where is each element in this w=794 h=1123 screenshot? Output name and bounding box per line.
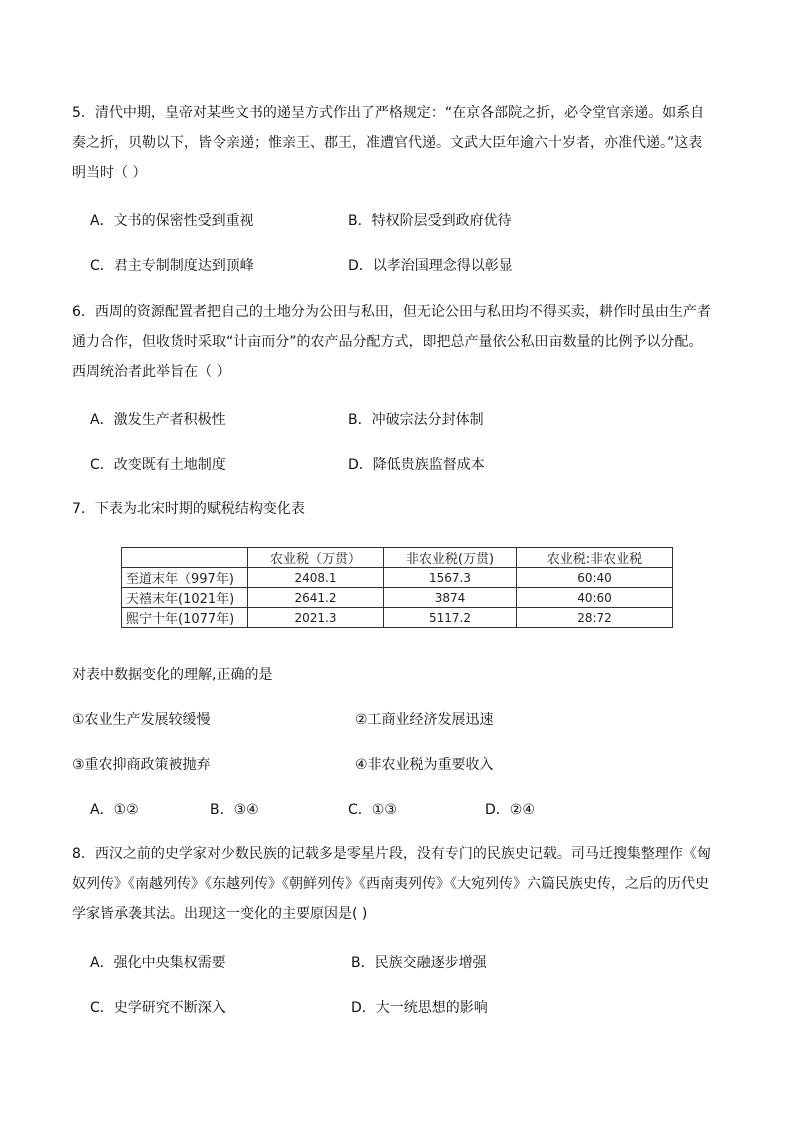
question-5-option-b[interactable]: B．特权阶层受到政府优待 <box>348 213 512 229</box>
question-6-option-b[interactable]: B．冲破宗法分封体制 <box>348 412 484 428</box>
question-8-option-c[interactable]: C．史学研究不断深入 <box>90 1000 226 1016</box>
table-cell: 3874 <box>384 588 517 608</box>
question-7-item-4: ④非农业税为重要收入 <box>355 757 494 773</box>
table-cell: 熙宁十年(1077年) <box>122 608 248 628</box>
question-7-item-2: ②工商业经济发展迅速 <box>355 712 494 728</box>
question-5-option-a[interactable]: A．文书的保密性受到重视 <box>90 213 254 229</box>
question-8-line-2: 奴列传》《南越列传》《东越列传》《朝鲜列传》《西南夷列传》《大宛列传》六篇民族史传，之后的历代史 <box>72 876 709 892</box>
question-6-line-2: 通力合作，但收货时采取“计亩而分”的农产品分配方式，即把总产量依公私田亩数量的比例予以分配。 <box>72 334 703 350</box>
question-5-stem <box>72 98 732 188</box>
question-8-stem <box>72 839 732 929</box>
question-8-option-d[interactable]: D．大一统思想的影响 <box>351 1000 488 1016</box>
table-cell: 2408.1 <box>248 568 384 588</box>
table-header-cell: 农业税（万贯） <box>248 548 384 568</box>
question-7-option-d[interactable]: D．②④ <box>485 802 535 818</box>
question-7-stem: 7．下表为北宋时期的赋税结构变化表 <box>72 501 305 517</box>
question-6-option-a[interactable]: A．激发生产者积极性 <box>90 412 226 428</box>
question-5-option-d[interactable]: D．以孝治国理念得以彰显 <box>348 258 513 274</box>
question-7-item-1: ①农业生产发展较缓慢 <box>72 712 211 728</box>
question-6-line-3: 西周统治者此举旨在（ ） <box>72 364 231 380</box>
question-5-option-c[interactable]: C．君主专制制度达到顶峰 <box>90 258 254 274</box>
question-7-item-3: ③重农抑商政策被抛弃 <box>72 757 211 773</box>
question-7-option-a[interactable]: A．①② <box>90 802 139 818</box>
question-5-line-3: 明当时（ ） <box>72 165 147 181</box>
table-cell: 40:60 <box>517 588 673 608</box>
tax-structure-table <box>121 547 673 628</box>
question-8-line-1: 8．西汉之前的史学家对少数民族的记载多是零星片段，没有专门的民族史记载。司马迁搜集整理作《匈 <box>72 846 711 862</box>
question-7-question: 对表中数据变化的理解,正确的是 <box>72 667 273 683</box>
question-6-option-c[interactable]: C．改变既有土地制度 <box>90 457 226 473</box>
question-6-option-d[interactable]: D．降低贵族监督成本 <box>348 457 485 473</box>
question-8-option-b[interactable]: B．民族交融逐步增强 <box>351 955 487 971</box>
question-7-option-c[interactable]: C．①③ <box>348 802 397 818</box>
table-header-cell <box>122 548 248 568</box>
table-cell: 60:40 <box>517 568 673 588</box>
question-8-line-3: 学家皆承袭其法。出现这一变化的主要原因是( ) <box>72 906 368 922</box>
table-cell: 至道末年（997年) <box>122 568 248 588</box>
question-5-line-2: 奏之折，贝勒以下，皆令亲递；惟亲王、郡王，准遭官代递。文武大臣年逾六十岁者，亦准代递。”这表 <box>72 135 703 151</box>
table-cell: 2641.2 <box>248 588 384 608</box>
table-cell: 5117.2 <box>384 608 517 628</box>
table-header-row <box>122 548 673 568</box>
table-row <box>122 568 673 588</box>
table-row <box>122 608 673 628</box>
table-cell: 天禧末年(1021年) <box>122 588 248 608</box>
table-row <box>122 588 673 608</box>
question-7-option-b[interactable]: B．③④ <box>210 802 259 818</box>
question-6-line-1: 6．西周的资源配置者把自己的土地分为公田与私田，但无论公田与私田均不得买卖，耕作时虽由生产者 <box>72 304 711 320</box>
question-6-stem <box>72 297 732 387</box>
question-8-option-a[interactable]: A．强化中央集权需要 <box>90 955 226 971</box>
question-5-line-1: 5．清代中期，皇帝对某些文书的递呈方式作出了严格规定：“在京各部院之折，必令堂官亲递。如系自 <box>72 105 705 121</box>
table-cell: 2021.3 <box>248 608 384 628</box>
table-header-cell: 农业税:非农业税 <box>517 548 673 568</box>
table-header-cell: 非农业税(万贯) <box>384 548 517 568</box>
table-cell: 1567.3 <box>384 568 517 588</box>
table-cell: 28:72 <box>517 608 673 628</box>
